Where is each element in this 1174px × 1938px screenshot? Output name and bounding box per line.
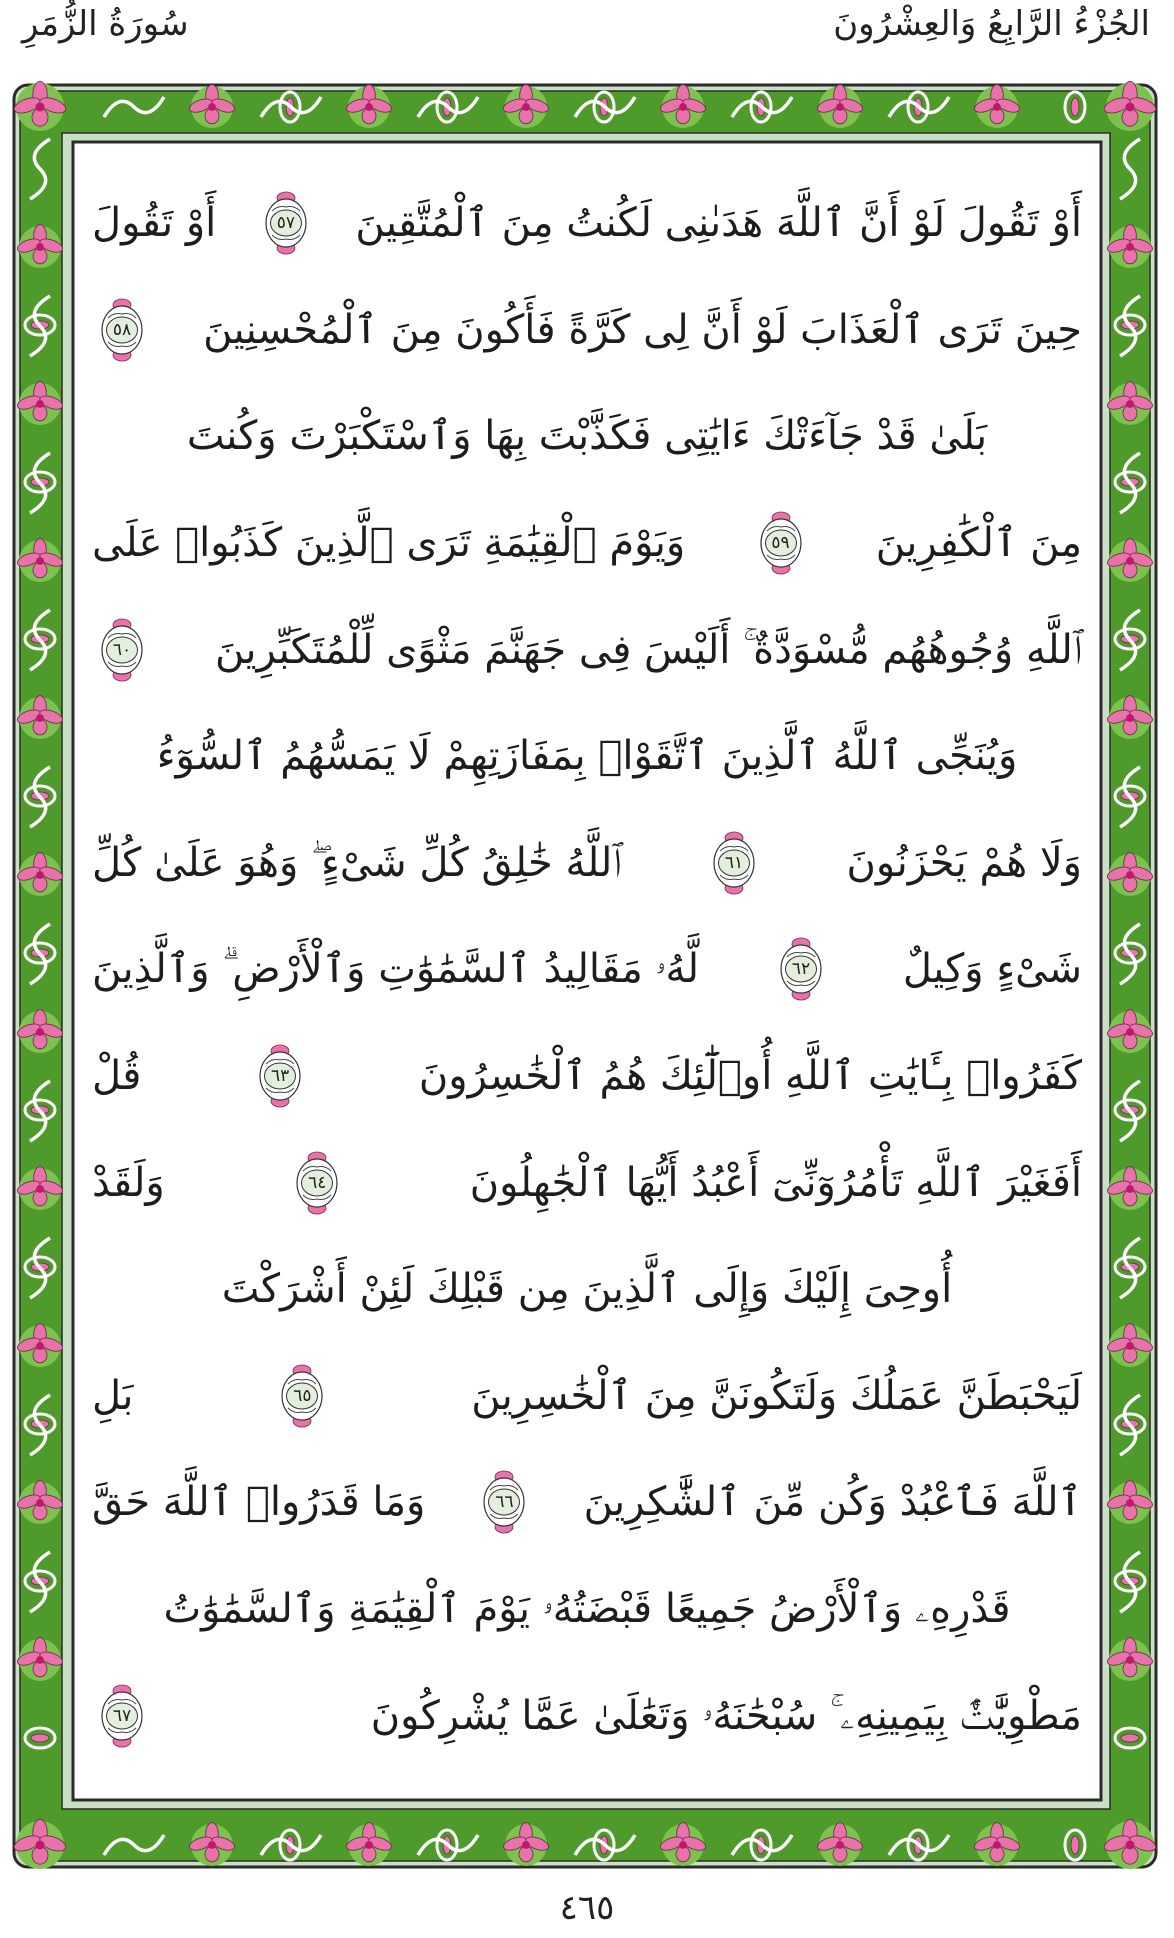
ayah-number-marker-icon xyxy=(759,511,803,575)
text-line xyxy=(92,383,1082,490)
ayah-number: ٦١ xyxy=(724,852,744,873)
verse-text: قَدْرِهِۦ وَٱلْأَرْضُ جَمِيعًا قَبْضَتُهُۥ يَوْمَ ٱلْقِيَٰمَةِ وَٱلسَّمَٰوَٰتُ xyxy=(163,1586,1011,1633)
verse-text: حِينَ تَرَى ٱلْعَذَابَ لَوْ أَنَّ لِى كَرَّةً فَأَكُونَ مِنَ ٱلْمُحْسِنِينَ xyxy=(203,306,1082,353)
verse-text: ٱللَّهُ خَٰلِقُ كُلِّ شَىْءٍ ۖ وَهُوَ عَلَىٰ كُلِّ xyxy=(92,839,622,886)
text-line xyxy=(92,277,1082,384)
ayah-number-marker-icon xyxy=(100,1684,144,1748)
verse-text: وَلَا هُمْ يَحْزَنُونَ xyxy=(846,839,1082,886)
ayah-number: ٦٦ xyxy=(495,1492,514,1513)
text-line xyxy=(92,810,1082,917)
ayah-number-marker-icon xyxy=(100,618,144,682)
verse-text: أَوْ تَقُولَ xyxy=(92,200,217,247)
verse-text: وَلَقَدْ xyxy=(92,1159,165,1206)
text-line xyxy=(92,170,1082,277)
ayah-number-marker-icon xyxy=(712,831,756,895)
surah-title: سُورَةُ الزُّمَرِ xyxy=(22,4,189,44)
text-line xyxy=(92,1662,1082,1769)
text-line xyxy=(92,596,1082,703)
verse-text: وَيَوْمَ ٱلْقِيَٰمَةِ تَرَى ٱلَّذِينَ كَذَبُوا۟ عَلَى xyxy=(92,520,686,567)
verse-text: أُوحِىَ إِلَيْكَ وَإِلَى ٱلَّذِينَ مِن قَبْلِكَ لَئِنْ أَشْرَكْتَ xyxy=(221,1266,953,1313)
ayah-number-marker-icon xyxy=(264,191,308,255)
text-line xyxy=(92,703,1082,810)
ayah-number: ٦٠ xyxy=(112,639,132,660)
ayah-number: ٦٧ xyxy=(112,1705,132,1726)
verse-text: بَلِ xyxy=(92,1372,134,1419)
juz-title: الجُزْءُ الرَّابِعُ وَالعِشْرُونَ xyxy=(833,4,1150,44)
verse-text: لَيَحْبَطَنَّ عَمَلُكَ وَلَتَكُونَنَّ مِنَ ٱلْخَٰسِرِينَ xyxy=(471,1372,1082,1419)
ayah-number: ٥٧ xyxy=(276,213,295,234)
text-line xyxy=(92,1449,1082,1556)
text-line xyxy=(92,1236,1082,1343)
verse-text: وَيُنَجِّى ٱللَّهُ ٱلَّذِينَ ٱتَّقَوْا۟ بِمَفَازَتِهِمْ لَا يَمَسُّهُمُ ٱلسُّوٓءُ xyxy=(156,733,1018,780)
text-line xyxy=(92,490,1082,597)
text-line xyxy=(92,1023,1082,1130)
verse-text: وَمَا قَدَرُوا۟ ٱللَّهَ حَقَّ xyxy=(92,1479,426,1526)
ayah-number-marker-icon xyxy=(100,298,144,362)
verse-text: أَفَغَيْرَ ٱللَّهِ تَأْمُرُوٓنِّىٓ أَعْبُدُ أَيُّهَا ٱلْجَٰهِلُونَ xyxy=(469,1159,1082,1206)
verse-text: ٱللَّهَ فَٱعْبُدْ وَكُن مِّنَ ٱلشَّٰكِرِينَ xyxy=(583,1479,1082,1526)
verse-text: شَىْءٍ وَكِيلٌ xyxy=(902,946,1082,993)
ayah-number-marker-icon xyxy=(482,1470,526,1534)
verse-text: قُلْ xyxy=(92,1053,142,1100)
verse-text: أَوْ تَقُولَ لَوْ أَنَّ ٱللَّهَ هَدَىٰنِى لَكُنتُ مِنَ ٱلْمُتَّقِينَ xyxy=(355,200,1082,247)
verse-text: مِنَ ٱلْكَٰفِرِينَ xyxy=(875,520,1082,567)
verse-text: بَلَىٰ قَدْ جَآءَتْكَ ءَايَٰتِى فَكَذَّبْتَ بِهَا وَٱسْتَكْبَرْتَ وَكُنتَ xyxy=(186,413,988,460)
ayah-number-marker-icon xyxy=(295,1151,339,1215)
ayah-number: ٥٩ xyxy=(771,533,790,554)
verse-text: لَّهُۥ مَقَالِيدُ ٱلسَّمَٰوَٰتِ وَٱلْأَرْضِ ۗ وَٱلَّذِينَ xyxy=(92,946,700,993)
ayah-number: ٦٥ xyxy=(293,1385,312,1406)
text-line xyxy=(92,1556,1082,1663)
verse-text: كَفَرُوا۟ بِـَٔايَٰتِ ٱللَّهِ أُو۟لَٰٓئِكَ هُمُ ٱلْخَٰسِرُونَ xyxy=(418,1053,1082,1100)
ayah-number-marker-icon xyxy=(779,937,823,1001)
ayah-number: ٦٢ xyxy=(791,959,811,980)
text-line xyxy=(92,916,1082,1023)
ayah-number: ٦٤ xyxy=(308,1172,327,1193)
quran-text xyxy=(92,170,1082,1769)
verse-text: مَطْوِيَّٰتٌۢ بِيَمِينِهِۦ ۚ سُبْحَٰنَهُۥ وَتَعَٰلَىٰ عَمَّا يُشْرِكُونَ xyxy=(370,1692,1082,1739)
ayah-number-marker-icon xyxy=(280,1364,324,1428)
ayah-number-marker-icon xyxy=(258,1044,302,1108)
text-line xyxy=(92,1129,1082,1236)
page-number: ٤٦٥ xyxy=(559,1888,615,1928)
verse-text: ٱللَّهِ وُجُوهُهُم مُّسْوَدَّةٌ ۚ أَلَيْسَ فِى جَهَنَّمَ مَثْوًى لِّلْمُتَكَبِّرِينَ xyxy=(214,626,1082,673)
ayah-number: ٥٨ xyxy=(112,319,132,340)
text-line xyxy=(92,1343,1082,1450)
ayah-number: ٦٣ xyxy=(271,1066,290,1087)
